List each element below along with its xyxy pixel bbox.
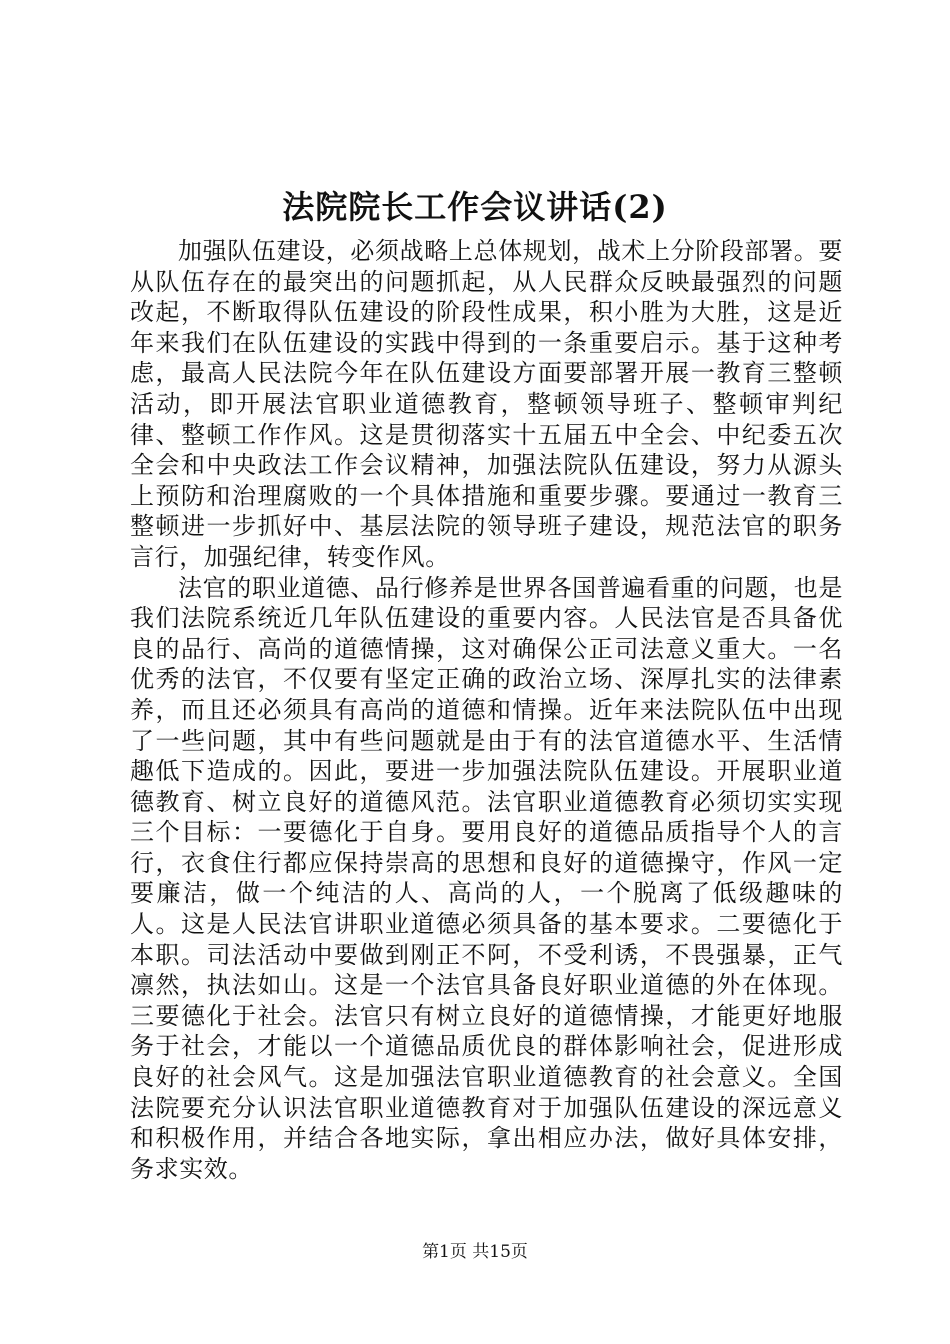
paragraph: 法官的职业道德、品行修养是世界各国普遍看重的问题，也是我们法院系统近几年队伍建设的重要内容。人民法官是否具备优良的品行、高尚的道德情操，这对确保公正司法意义重大。一名优秀的法官，不仅要有坚定正确的政治立场、深厚扎实的法律素养，而且还必须具有高尚的道德和情操。近年来法院队伍中出现了一些问题，其中有些问题就是由于有的法官道德水平、生活情趣低下造成的。因此，要进一步加强法院队伍建设。开展职业道德教育、树立良好的道德风范。法官职业道德教育必须切实实现三个目标：一要德化于自身。要用良好的道德品质指导个人的言行，衣食住行都应保持崇高的思想和良好的道德操守，作风一定要廉洁，做一个纯洁的人、高尚的人，一个脱离了低级趣味的人。这是人民法官讲职业道德必须具备的基本要求。二要德化于本职。司法活动中要做到刚正不阿，不受利诱，不畏强暴，正气凛然，执法如山。这是一个法官具备良好职业道德的外在体现。三要德化于社会。法官只有树立良好的道德情操，才能更好地服务于社会，才能以一个道德品质优良的群体影响社会，促进形成良好的社会风气。这是加强法官职业道德教育的社会意义。全国法院要充分认识法官职业道德教育对于加强队伍建设的深远意义和积极作用，并结合各地实际，拿出相应办法，做好具体安排，务求实效。 [130, 573, 843, 1183]
paragraph: 加强队伍建设，必须战略上总体规划，战术上分阶段部署。要从队伍存在的最突出的问题抓起，从人民群众反映最强烈的问题改起，不断取得队伍建设的阶段性成果，积小胜为大胜，这是近年来我们在队伍建设的实践中得到的一条重要启示。基于这种考虑，最高人民法院今年在队伍建设方面要部署开展一教育三整顿活动，即开展法官职业道德教育，整顿领导班子、整顿审判纪律、整顿工作作风。这是贯彻落实十五届五中全会、中纪委五次全会和中央政法工作会议精神，加强法院队伍建设，努力从源头上预防和治理腐败的一个具体措施和重要步骤。要通过一教育三整顿进一步抓好中、基层法院的领导班子建设，规范法官的职务言行，加强纪律，转变作风。 [130, 237, 843, 571]
document-body [130, 236, 843, 1184]
page-number: 第1页 共15页 [422, 1242, 528, 1262]
document-title: 法院院长工作会议讲话(2) [282, 188, 668, 226]
